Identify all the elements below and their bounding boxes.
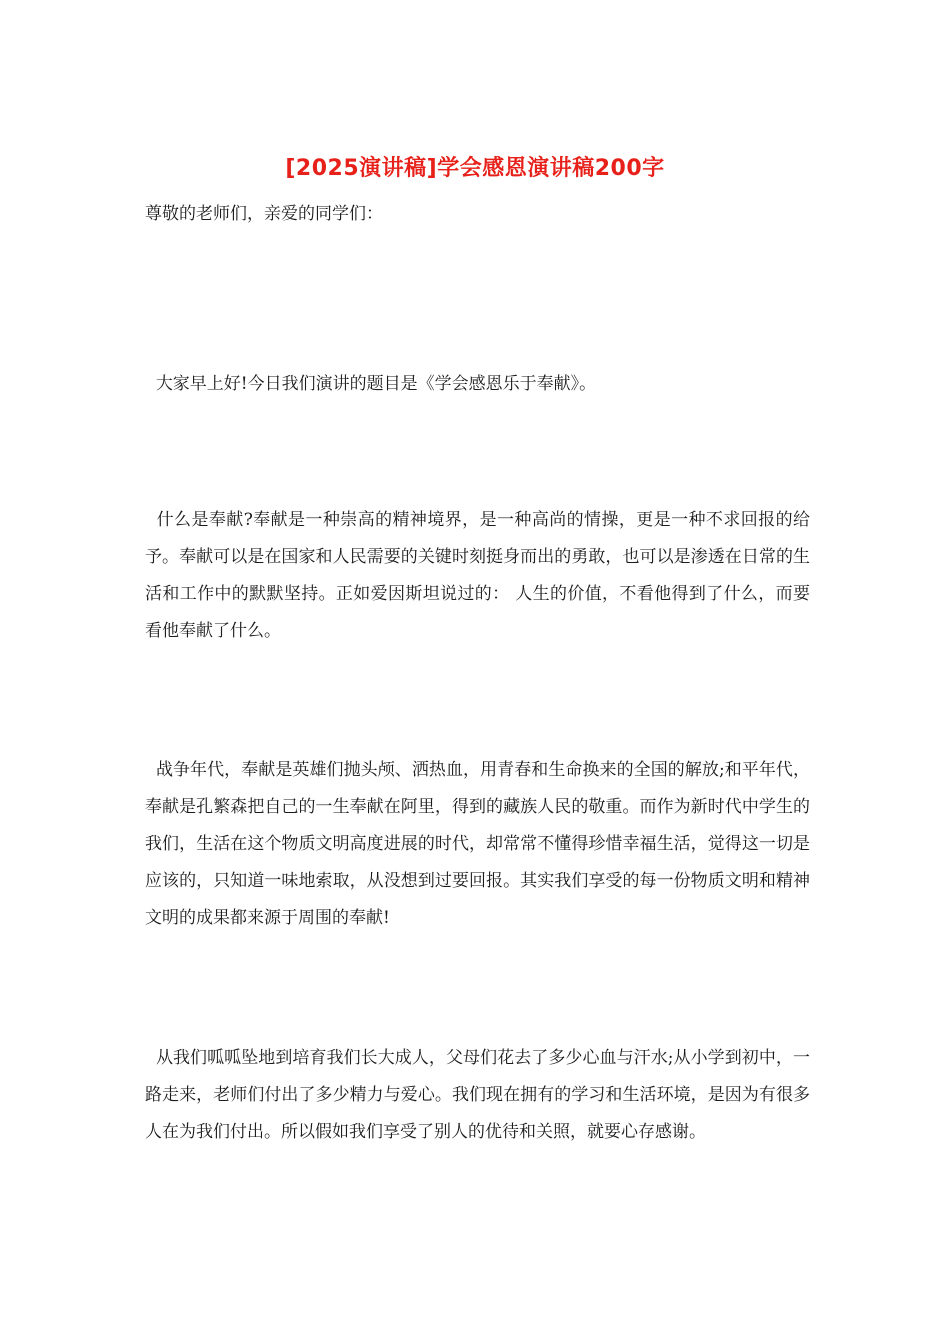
paragraph-4: 从我们呱呱坠地到培育我们长大成人，父母们花去了多少心血与汗水;从小学到初中，一路走来，老师们付出了多少精力与爱心。我们现在拥有的学习和生活环境，是因为有很多人在为我们付出。所以假如我们享受了别人的优待和关照，就要心存感谢。 [145,1048,810,1142]
document-title: [2025演讲稿]学会感恩演讲稿200字 [285,156,665,181]
paragraph-1: 大家早上好!今日我们演讲的题目是《学会感恩乐于奉献》。 [145,374,597,394]
paragraph-2: 什么是奉献?奉献是一种崇高的精神境界，是一种高尚的情操，更是一种不求回报的给予。奉献可以是在国家和人民需要的关键时刻挺身而出的勇敢，也可以是渗透在日常的生活和工作中的默默坚持。正如爱因斯坦说过的： 人生的价值，不看他得到了什么，而要看他奉献了什么。 [145,510,810,641]
greeting: 尊敬的老师们，亲爱的同学们： [145,204,383,224]
paragraph-3: 战争年代，奉献是英雄们抛头颅、洒热血，用青春和生命换来的全国的解放;和平年代，奉献是孔繁森把自己的一生奉献在阿里，得到的藏族人民的敬重。而作为新时代中学生的我们，生活在这个物质文明高度进展的时代，却常常不懂得珍惜幸福生活，觉得这一切是应该的，只知道一味地索取，从没想到过要回报。其实我们享受的每一份物质文明和精神文明的成果都来源于周围的奉献! [145,760,810,928]
